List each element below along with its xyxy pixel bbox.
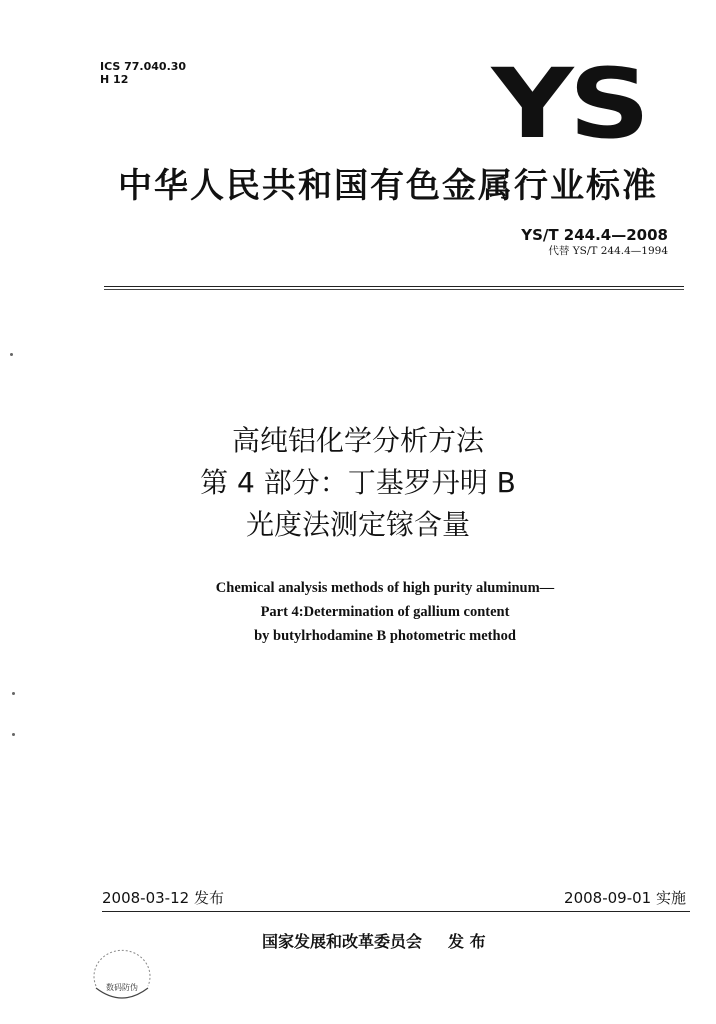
issuer-name: 国家发展和改革委员会 (262, 932, 423, 951)
footer-divider (102, 911, 690, 912)
chinese-title-line-2: 第 4 部分：丁基罗丹明 B (200, 466, 516, 499)
scan-speck (10, 353, 13, 356)
chinese-title-line-1: 高纯铝化学分析方法 (231, 424, 484, 457)
english-title-line-3: by butylrhodamine B photometric method (254, 628, 516, 644)
scan-speck (12, 692, 15, 695)
english-title-line-1: Chemical analysis methods of high purity aluminum— (215, 580, 555, 596)
header-divider (104, 286, 684, 287)
issue-date: 2008-03-12 发布 (102, 889, 224, 907)
classification-codes (100, 60, 186, 86)
standard-number: YS/T 244.4—2008 (521, 226, 668, 244)
ccs-code: H 12 (100, 73, 129, 86)
issuer-action: 发 布 (448, 932, 486, 951)
scan-speck (12, 733, 15, 736)
standard-number-block (521, 226, 668, 258)
standard-category-title: 中华人民共和国有色金属行业标准 (118, 166, 658, 206)
issuing-authority (262, 932, 486, 952)
chinese-title (0, 420, 716, 546)
header-divider-thin (104, 289, 684, 290)
replaces-standard: 代替 YS/T 244.4—1994 (548, 245, 668, 257)
ics-code: ICS 77.040.30 (100, 60, 187, 73)
seal-text: 数码防伪 (106, 983, 138, 992)
seal-graphic (86, 942, 158, 1008)
english-title (120, 576, 650, 648)
anti-counterfeit-seal-icon (86, 942, 158, 1008)
english-title-line-2: Part 4:Determination of gallium content (260, 604, 510, 620)
ys-logo: YS (491, 48, 646, 160)
chinese-title-line-3: 光度法测定镓含量 (245, 508, 470, 541)
implementation-date: 2008-09-01 实施 (564, 889, 686, 907)
